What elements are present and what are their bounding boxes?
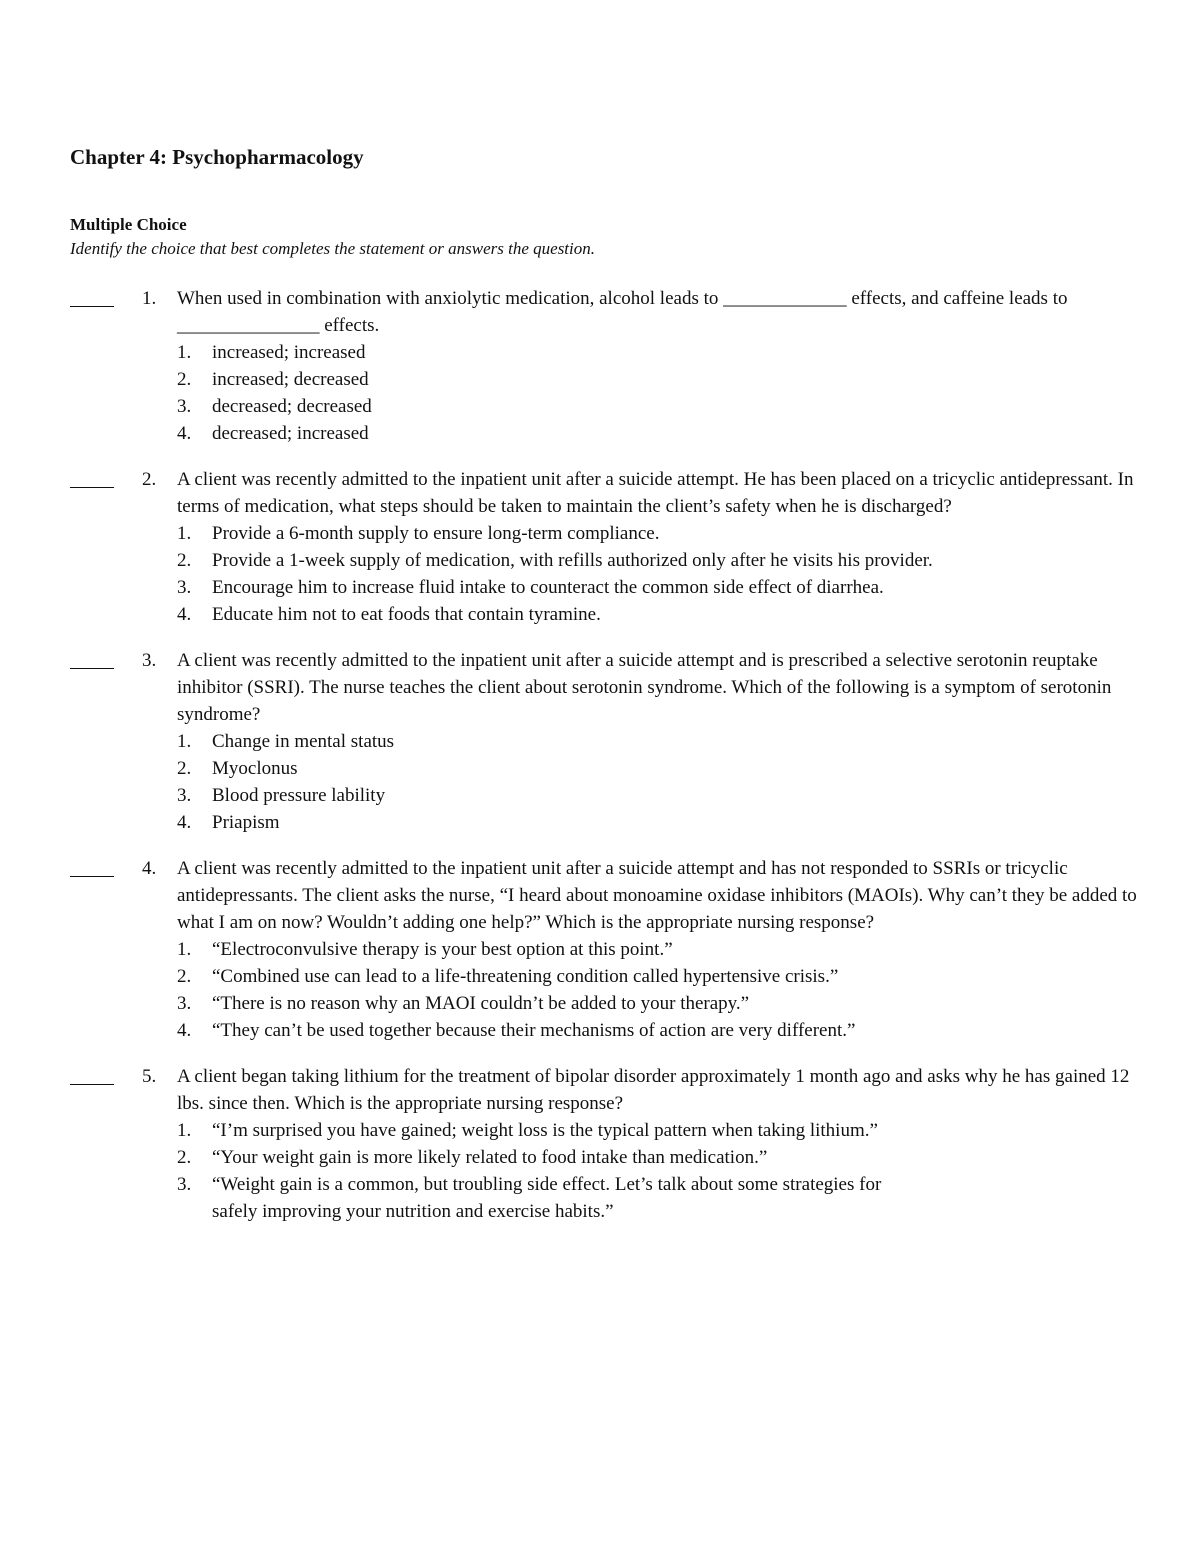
choice-number: 2. (177, 966, 192, 987)
choice-text: Educate him not to eat foods that contain tyramine. (212, 604, 601, 625)
choice-list (177, 339, 1140, 447)
choice-list (177, 936, 922, 1044)
choice-number: 1. (177, 731, 192, 752)
question-3 (70, 647, 1140, 836)
choice-text: Provide a 1-week supply of medication, with refills authorized only after he visits his provider. (212, 550, 933, 571)
question-number: 5. (142, 1066, 157, 1087)
choice-number: 3. (177, 785, 192, 806)
question-stem: A client was recently admitted to the inpatient unit after a suicide attempt and is prescribed a selective serotonin reuptake inhibitor (SSRI). The nurse teaches the client about serotonin syndrome. Which of the following is a symptom of serotonin syndrome? (177, 650, 1112, 725)
choice-number: 1. (177, 342, 192, 363)
choice-item (177, 393, 1140, 420)
choice-number: 2. (177, 1147, 192, 1168)
question-number: 2. (142, 469, 157, 490)
document-page (70, 140, 1140, 1244)
choice-text: Change in mental status (212, 731, 395, 752)
choice-item (177, 420, 1140, 447)
choice-text: “There is no reason why an MAOI couldn’t be added to your therapy.” (212, 993, 750, 1014)
choice-number: 2. (177, 550, 192, 571)
choice-item (177, 728, 1140, 755)
choice-text: “Your weight gain is more likely related to food intake than medication.” (212, 1147, 768, 1168)
question-stem: A client was recently admitted to the inpatient unit after a suicide attempt and has not responded to SSRIs or tricyclic antidepressants. The client asks the nurse, “I heard about monoamine oxidase inhibitors (MAOIs). Why can’t they be added to what I am on now? Wouldn’t adding one help?” Which is the appropriate nursing response? (177, 858, 1137, 933)
choice-list (177, 728, 1140, 836)
choice-item (177, 990, 922, 1017)
choice-text: Encourage him to increase fluid intake to counteract the common side effect of diarrhea. (212, 577, 884, 598)
question-number: 1. (142, 288, 157, 309)
choice-number: 3. (177, 577, 192, 598)
choice-item (177, 1144, 922, 1171)
choice-item (177, 574, 952, 601)
choice-number: 4. (177, 812, 192, 833)
choice-list (177, 520, 952, 628)
choice-number: 3. (177, 1174, 192, 1195)
question-number: 3. (142, 650, 157, 671)
instructions: Identify the choice that best completes the statement or answers the question. (70, 239, 595, 258)
question-5 (70, 1063, 1140, 1225)
choice-text: increased; decreased (212, 369, 369, 390)
question-stem: When used in combination with anxiolytic medication, alcohol leads to _____________ effects, and caffeine leads to _______________ effects. (177, 288, 1068, 336)
choice-number: 4. (177, 423, 192, 444)
choice-item (177, 809, 1140, 836)
choice-item (177, 963, 922, 990)
chapter-title: Chapter 4: Psychopharmacology (70, 145, 364, 169)
choice-number: 4. (177, 1020, 192, 1041)
choice-item (177, 755, 1140, 782)
choice-item (177, 1171, 922, 1225)
choice-text: “Combined use can lead to a life-threatening condition called hypertensive crisis.” (212, 966, 839, 987)
choice-number: 4. (177, 604, 192, 625)
choice-text: “Electroconvulsive therapy is your best option at this point.” (212, 939, 673, 960)
choice-number: 3. (177, 993, 192, 1014)
choice-item (177, 547, 952, 574)
choice-number: 3. (177, 396, 192, 417)
choice-text: decreased; increased (212, 423, 369, 444)
question-4 (70, 855, 1140, 1044)
question-stem: A client was recently admitted to the inpatient unit after a suicide attempt. He has been placed on a tricyclic antidepressant. In terms of medication, what steps should be taken to maintain the client’s safety when he is discharged? (177, 469, 1134, 517)
choice-text: “Weight gain is a common, but troubling side effect. Let’s talk about some strategies for safely improving your nutrition and exercise habits.” (212, 1174, 882, 1222)
choice-number: 1. (177, 939, 192, 960)
choice-text: Blood pressure lability (212, 785, 386, 806)
choice-text: Priapism (212, 812, 280, 833)
choice-text: increased; increased (212, 342, 366, 363)
choice-text: “I’m surprised you have gained; weight loss is the typical pattern when taking lithium.” (212, 1120, 878, 1141)
choice-number: 1. (177, 1120, 192, 1141)
choice-item (177, 601, 952, 628)
choice-item (177, 1117, 922, 1144)
question-number: 4. (142, 858, 157, 879)
question-2 (70, 466, 1140, 628)
choice-list (177, 1117, 922, 1225)
section-heading: Multiple Choice (70, 215, 187, 234)
choice-text: Myoclonus (212, 758, 298, 779)
choice-text: decreased; decreased (212, 396, 372, 417)
choice-item (177, 1017, 922, 1044)
choice-number: 2. (177, 369, 192, 390)
question-stem: A client began taking lithium for the treatment of bipolar disorder approximately 1 month ago and asks why he has gained 12 lbs. since then. Which is the appropriate nursing response? (177, 1066, 1130, 1114)
choice-item (177, 339, 1140, 366)
choice-text: Provide a 6-month supply to ensure long-term compliance. (212, 523, 660, 544)
choice-item (177, 782, 1140, 809)
choice-number: 2. (177, 758, 192, 779)
choice-item (177, 520, 952, 547)
choice-text: “They can’t be used together because their mechanisms of action are very different.” (212, 1020, 856, 1041)
question-1 (70, 285, 1140, 447)
choice-item (177, 366, 1140, 393)
question-list (70, 285, 1140, 1225)
choice-item (177, 936, 922, 963)
choice-number: 1. (177, 523, 192, 544)
